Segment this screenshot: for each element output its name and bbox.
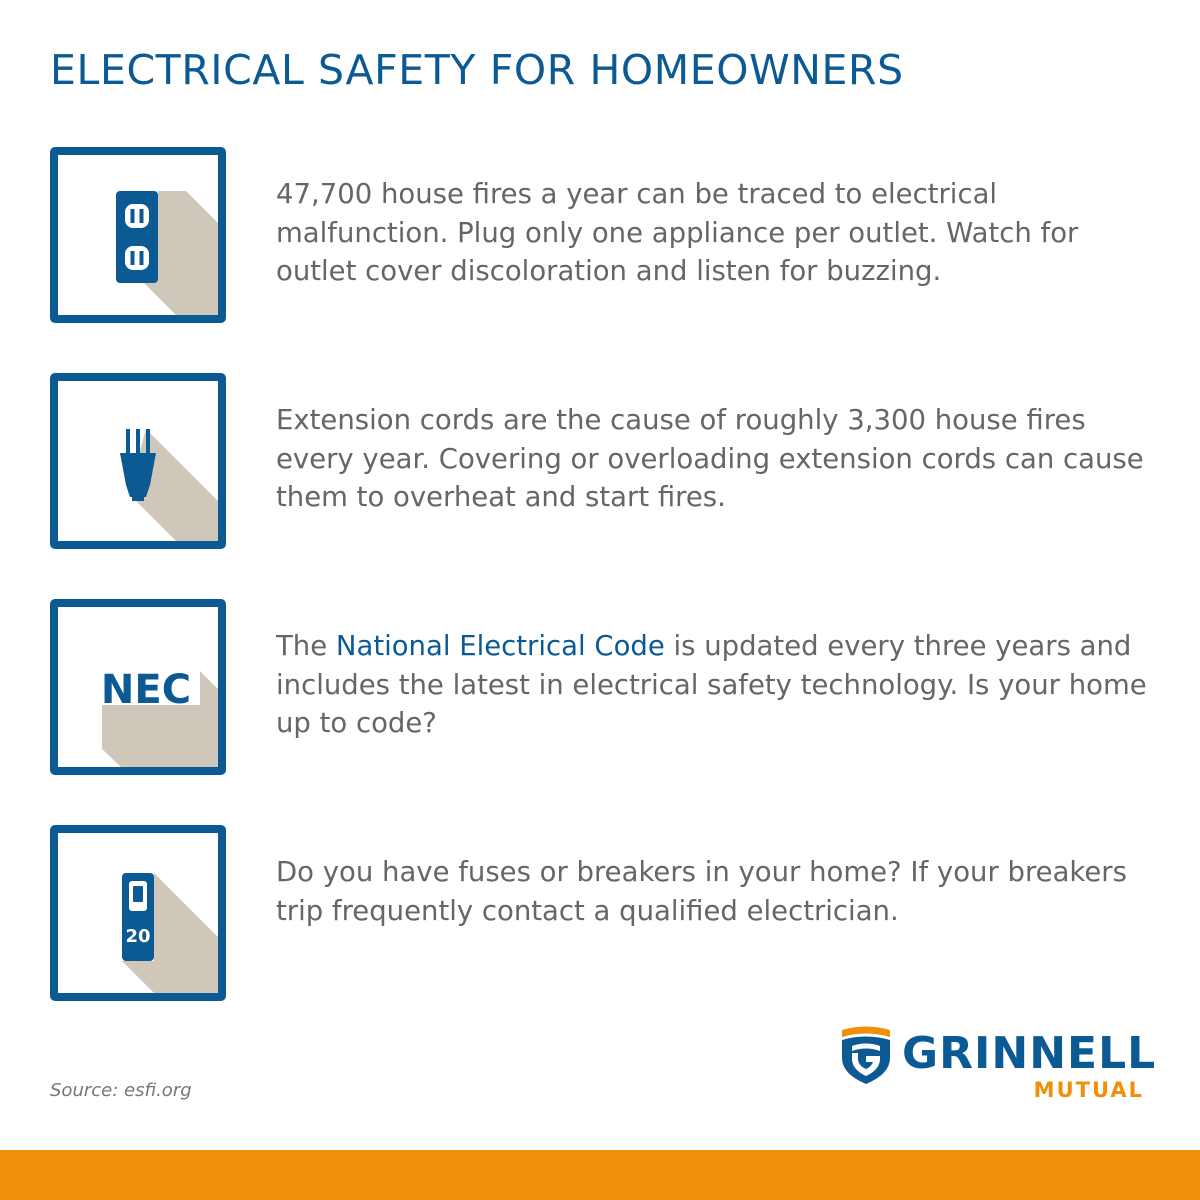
tip-nec-text (276, 627, 1156, 743)
page-title: ELECTRICAL SAFETY FOR HOMEOWNERS (50, 46, 904, 94)
nec-icon-label: NEC (100, 667, 192, 713)
plug-icon (50, 373, 226, 549)
outlet-icon (50, 147, 226, 323)
tip-outlet (50, 147, 1160, 323)
tip-nec-text-before: The (276, 630, 336, 662)
breaker-icon-label: 20 (125, 926, 151, 947)
national-electrical-code-link[interactable]: National Electrical Code (335, 630, 665, 662)
tip-breaker (50, 825, 1160, 1001)
tip-extension-cord (50, 373, 1160, 549)
logo-name: GRINNELL (902, 1028, 1157, 1079)
tip-nec-text-after: is updated every three years and includes the latest in electrical safety technology. Is your home up to code? (276, 630, 1147, 739)
shield-icon (836, 1026, 896, 1086)
tip-nec (50, 599, 1160, 775)
footer-bar (0, 1150, 1200, 1200)
nec-icon (50, 599, 226, 775)
tip-extension-cord-text: Extension cords are the cause of roughly 3,300 house fires every year. Covering or overloading extension cords can cause them to overheat and start fires. (276, 404, 1144, 513)
tip-outlet-text: 47,700 house fires a year can be traced to electrical malfunction. Plug only one appliance per outlet. Watch for outlet cover discoloration and listen for buzzing. (276, 178, 1079, 287)
grinnell-mutual-logo (836, 1022, 1156, 1102)
logo-sub: MUTUAL (1033, 1078, 1144, 1102)
breaker-icon (50, 825, 226, 1001)
tip-breaker-text: Do you have fuses or breakers in your home? If your breakers trip frequently contact a qualified electrician. (276, 856, 1127, 927)
source-note: Source: esfi.org (50, 1080, 192, 1101)
